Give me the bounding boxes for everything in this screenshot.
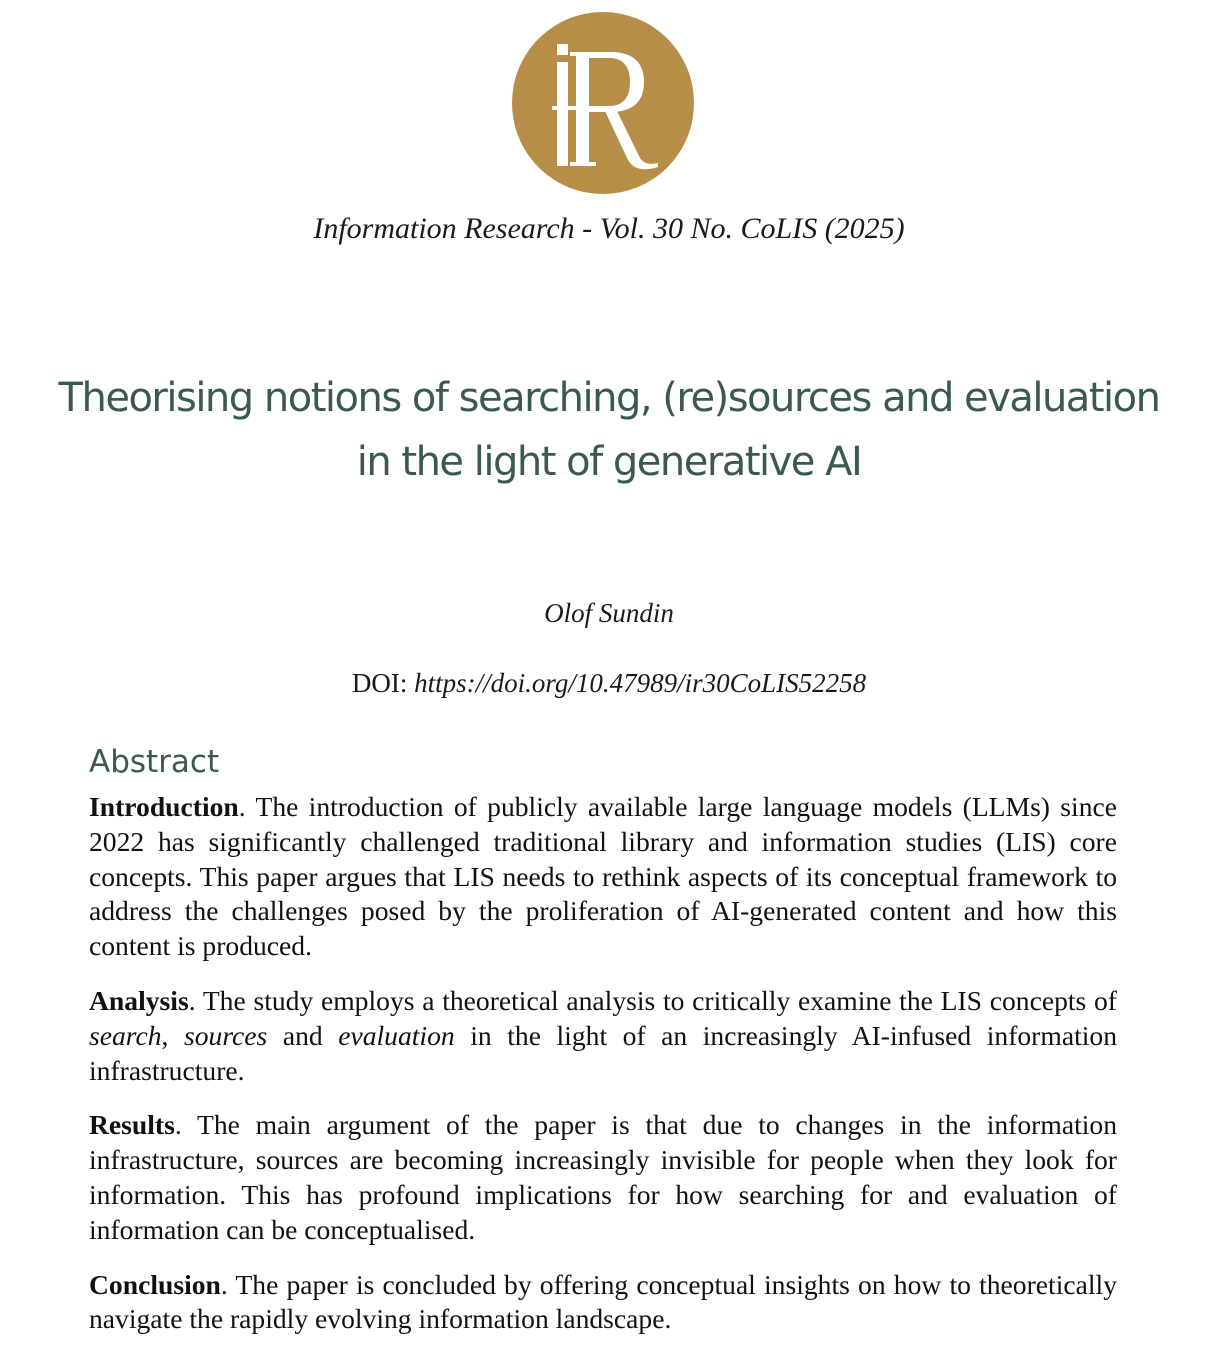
abstract-introduction: [89, 790, 1117, 964]
abstract-introduction-text: . The introduction of publicly available large language models (LLMs) since 2022 has significantly challenged traditional library and information studies (LIS) core concepts. This paper argues that LIS needs to rethink aspects of its conceptual framework to address the challenges posed by the proliferation of AI-generated content and how this content is produced.: [89, 791, 1117, 962]
abstract-body: [89, 790, 1117, 1357]
abstract-heading: Abstract: [89, 744, 220, 780]
journal-citation: Information Research - Vol. 30 No. CoLIS (2025): [313, 212, 905, 245]
journal-logo: [512, 12, 694, 194]
abstract-introduction-lead: Introduction: [89, 791, 239, 822]
abstract-analysis-sep-2: and: [267, 1019, 339, 1051]
abstract-results-lead: Results: [89, 1109, 175, 1141]
abstract-conclusion-text: . The paper is concluded by offering conceptual insights on how to theoretically navigate the rapidly evolving information landscape.: [89, 1268, 1117, 1335]
doi-link[interactable]: https://doi.org/10.47989/ir30CoLIS52258: [414, 668, 867, 698]
author-name: Olof Sundin: [544, 598, 674, 628]
abstract-conclusion-lead: Conclusion: [89, 1268, 221, 1300]
doi-line: [0, 668, 1218, 699]
term-search: search: [89, 1019, 162, 1051]
abstract-analysis-text-1: . The study employs a theoretical analysis to critically examine the LIS concepts of: [188, 984, 1117, 1016]
paper-title-line-1: Theorising notions of searching, (re)sources and evaluation: [58, 375, 1160, 421]
term-evaluation: evaluation: [338, 1019, 455, 1051]
abstract-analysis-sep-1: ,: [161, 1019, 184, 1051]
doi-label: DOI:: [351, 668, 415, 698]
abstract-analysis: [89, 984, 1117, 1088]
paper-title: [0, 366, 1218, 494]
term-sources: sources: [184, 1019, 268, 1051]
ir-logo-icon: [512, 12, 694, 194]
abstract-results: [89, 1108, 1117, 1247]
abstract-conclusion: [89, 1268, 1117, 1338]
abstract-results-text: . The main argument of the paper is that due to changes in the information infrastructure, sources are becoming increasingly invisible for people when they look for information. This has profound implications for how searching for and evaluation of information can be conceptualised.: [89, 1109, 1117, 1245]
abstract-analysis-text-2: in the light of an increasingly AI-infused information infrastructure.: [89, 1019, 1118, 1086]
paper-title-line-2: in the light of generative AI: [356, 439, 862, 485]
abstract-analysis-lead: Analysis: [89, 984, 189, 1016]
